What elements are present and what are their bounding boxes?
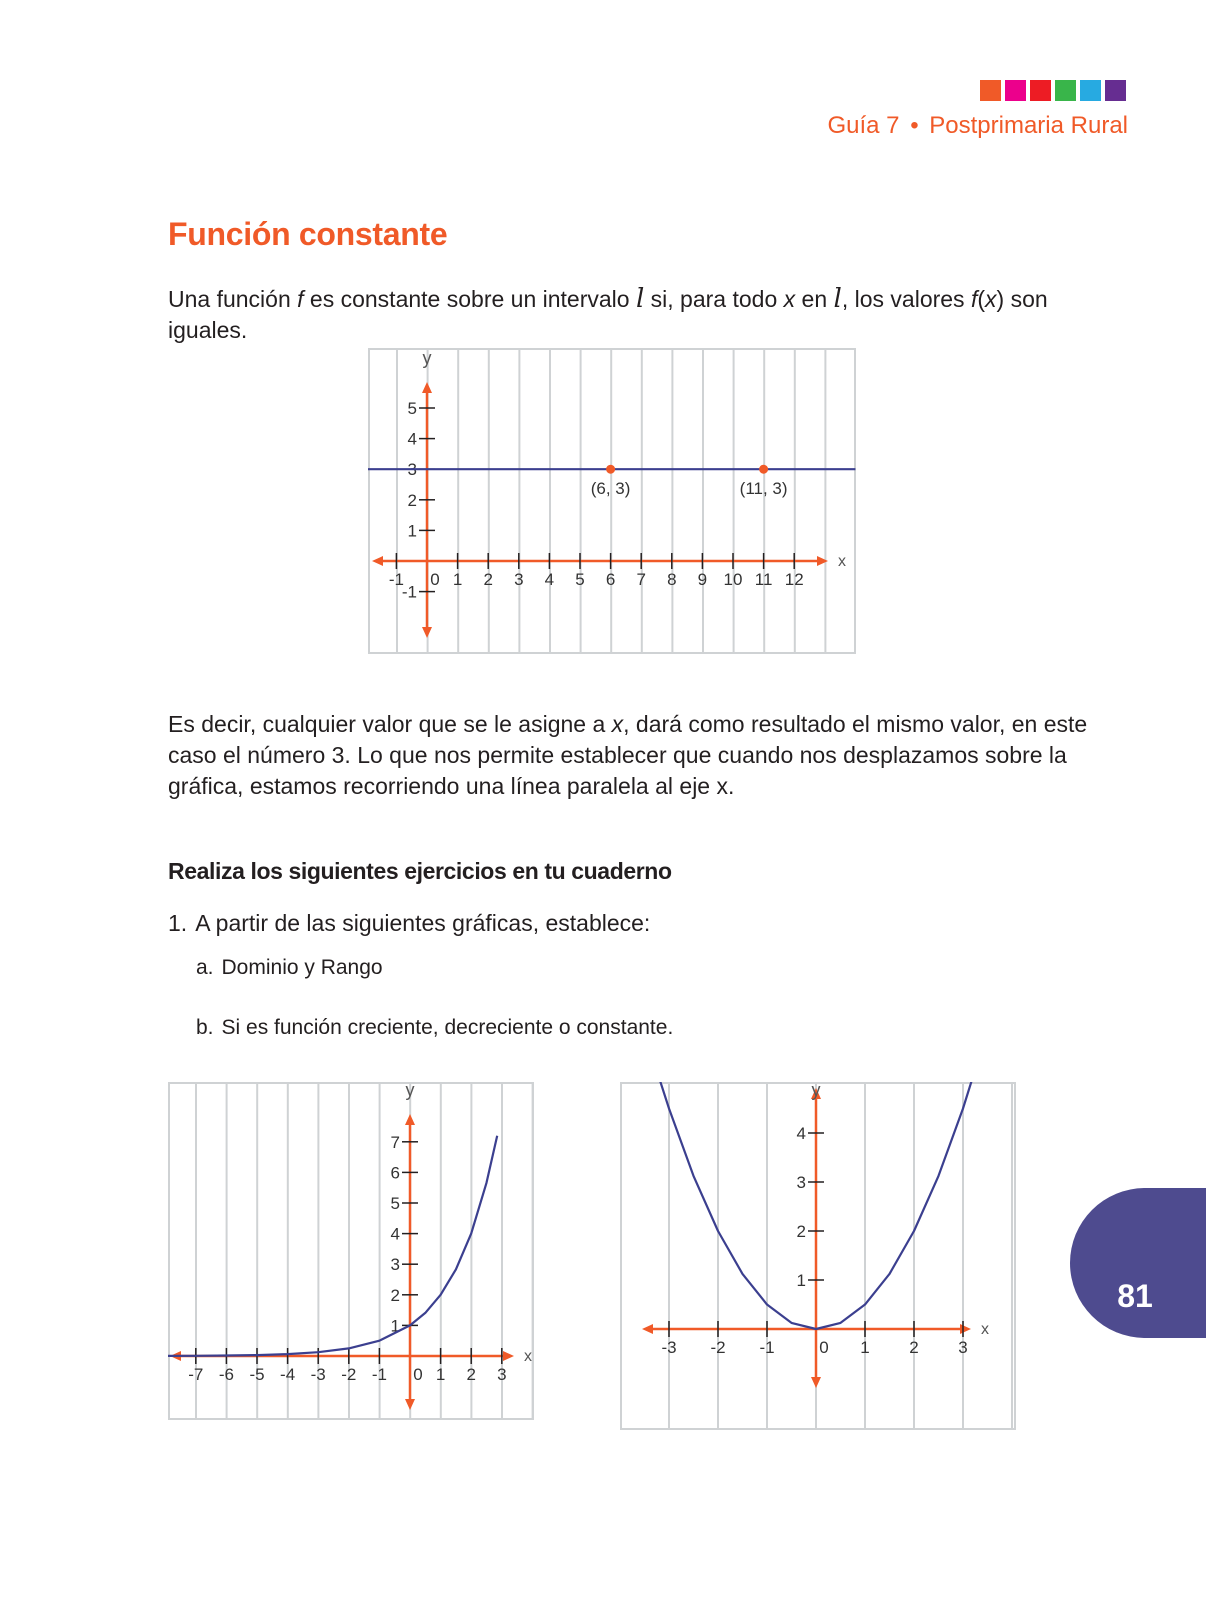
y-tick-label: -1 <box>401 582 417 602</box>
series-line <box>168 1136 497 1356</box>
paren: ( <box>977 286 986 312</box>
y-tick-label: 2 <box>796 1222 806 1241</box>
x-tick-label: 0 <box>430 570 440 589</box>
x-tick-label: 7 <box>636 570 646 589</box>
data-point <box>606 465 615 474</box>
constant-function-graph <box>368 348 856 654</box>
interval-symbol: l <box>833 284 842 314</box>
interval-symbol: l <box>635 284 645 314</box>
color-square-purple <box>1105 80 1126 101</box>
x-tick-label: -1 <box>759 1338 775 1357</box>
y-axis-arrow <box>405 1399 415 1410</box>
definition-text: si, para todo <box>644 286 784 312</box>
x-tick-label: -7 <box>188 1365 204 1384</box>
y-axis-label: y <box>422 348 432 368</box>
sub-letter: b. <box>196 1016 214 1039</box>
x-tick-label: 12 <box>784 570 804 589</box>
color-square-orange <box>980 80 1001 101</box>
y-tick-label: 5 <box>407 399 417 418</box>
header-color-bar <box>980 80 1126 101</box>
exponential-function-graph <box>168 1082 534 1420</box>
explanation-paragraph <box>168 709 1088 802</box>
y-tick-label: 5 <box>390 1194 400 1213</box>
x-tick-label: 2 <box>909 1338 919 1357</box>
y-tick-label: 1 <box>796 1271 806 1290</box>
x-axis-arrow <box>372 556 383 566</box>
x-tick-label: 4 <box>544 570 555 589</box>
explanation-text: , dará como resultado el mismo valor, en este caso el número 3. Lo que nos permite establecer que cuando nos desplazamos sobre la gráfica, estamos recorriendo una línea paralela al eje x. <box>168 711 1088 799</box>
program-label: Postprimaria Rural <box>929 112 1128 139</box>
definition-text: en <box>795 286 834 312</box>
x-axis-arrow <box>642 1324 653 1334</box>
y-tick-label: 1 <box>407 521 417 541</box>
x-tick-label: 8 <box>667 570 677 589</box>
variable-symbol: x <box>783 286 796 312</box>
exercise-sub-a <box>196 956 383 980</box>
sub-text: Dominio y Rango <box>221 956 383 979</box>
y-tick-label: 3 <box>390 1255 400 1275</box>
color-square-green <box>1055 80 1076 101</box>
function-symbol: f <box>970 286 978 312</box>
page-number-tab <box>1070 1188 1206 1338</box>
x-tick-label: 5 <box>575 570 585 589</box>
paren: ) <box>996 286 1005 312</box>
y-tick-label: 4 <box>796 1124 806 1143</box>
data-point-label: (6, 3) <box>590 479 631 499</box>
color-square-cyan <box>1080 80 1101 101</box>
x-tick-label: 1 <box>435 1365 446 1384</box>
x-tick-label: -2 <box>341 1365 357 1384</box>
y-axis-label: y <box>405 1082 415 1100</box>
x-axis-label: x <box>838 553 846 570</box>
section-title: Función constante <box>168 216 448 252</box>
x-tick-label: 1 <box>452 570 463 589</box>
y-tick-label: 4 <box>390 1224 400 1244</box>
x-tick-label: -1 <box>371 1365 387 1384</box>
variable-symbol: x <box>985 286 997 312</box>
x-tick-label: 3 <box>514 570 524 589</box>
y-axis-arrow <box>811 1377 821 1388</box>
x-tick-label: -4 <box>280 1365 296 1384</box>
parabola-function-graph <box>620 1082 1016 1430</box>
data-point-label: (11, 3) <box>739 479 788 499</box>
definition-paragraph <box>168 284 1088 346</box>
x-tick-label: -3 <box>661 1338 677 1357</box>
x-tick-label: 3 <box>958 1338 968 1357</box>
x-tick-label: -2 <box>710 1338 726 1357</box>
x-tick-label: 3 <box>497 1365 507 1384</box>
x-tick-label: 11 <box>754 570 773 589</box>
y-axis-arrow <box>422 382 432 393</box>
item-number: 1. <box>168 910 188 936</box>
y-tick-label: 3 <box>407 460 417 480</box>
exercises-heading: Realiza los siguientes ejercicios en tu cuaderno <box>168 858 672 884</box>
x-tick-label: 2 <box>483 570 493 589</box>
y-axis-arrow <box>405 1114 415 1125</box>
guide-number: 7 <box>886 112 900 139</box>
x-tick-label: 0 <box>413 1365 423 1384</box>
function-symbol: f <box>297 286 304 312</box>
page-number: 81 <box>1117 1278 1153 1314</box>
exercise-sub-b <box>196 1016 673 1040</box>
y-axis-label: y <box>811 1082 821 1100</box>
x-tick-label: -1 <box>388 570 404 589</box>
x-axis-arrow <box>503 1351 514 1361</box>
guide-label: Guía <box>827 112 880 139</box>
y-tick-label: 7 <box>390 1132 400 1152</box>
x-tick-label: 0 <box>819 1338 829 1357</box>
y-tick-label: 6 <box>390 1163 400 1183</box>
x-axis-label: x <box>981 1321 989 1338</box>
series-line <box>659 1082 982 1329</box>
variable-symbol: x <box>611 711 624 737</box>
x-tick-label: 10 <box>723 570 743 589</box>
x-axis-label: x <box>524 1348 532 1365</box>
x-tick-label: -3 <box>310 1365 326 1384</box>
exercise-item-1 <box>168 910 650 937</box>
y-tick-label: 2 <box>390 1285 400 1305</box>
color-square-red <box>1030 80 1051 101</box>
y-tick-label: 3 <box>796 1173 806 1192</box>
x-tick-label: 2 <box>466 1365 476 1384</box>
y-axis-arrow <box>422 627 432 638</box>
y-tick-label: 4 <box>407 429 417 449</box>
y-tick-label: 1 <box>390 1316 400 1336</box>
y-tick-label: 2 <box>407 490 417 510</box>
item-text: A partir de las siguientes gráficas, establece: <box>195 910 651 936</box>
x-tick-label: 9 <box>697 570 708 589</box>
definition-text: es constante sobre un intervalo <box>303 286 636 312</box>
header-bullet: • <box>910 112 919 139</box>
x-axis-arrow <box>960 1324 971 1334</box>
definition-text: son iguales. <box>168 286 1048 343</box>
definition-text: , los valores <box>841 286 971 312</box>
x-tick-label: 6 <box>605 570 616 589</box>
x-tick-label: -5 <box>249 1365 265 1384</box>
running-header <box>827 112 1128 140</box>
x-tick-label: -6 <box>218 1365 234 1384</box>
explanation-text: Es decir, cualquier valor que se le asigne a <box>168 711 612 737</box>
x-tick-label: 1 <box>860 1338 870 1357</box>
sub-text: Si es función creciente, decreciente o constante. <box>221 1016 674 1039</box>
color-square-magenta <box>1005 80 1026 101</box>
sub-letter: a. <box>196 956 214 979</box>
data-point <box>759 465 768 474</box>
definition-text: Una función <box>168 286 298 312</box>
